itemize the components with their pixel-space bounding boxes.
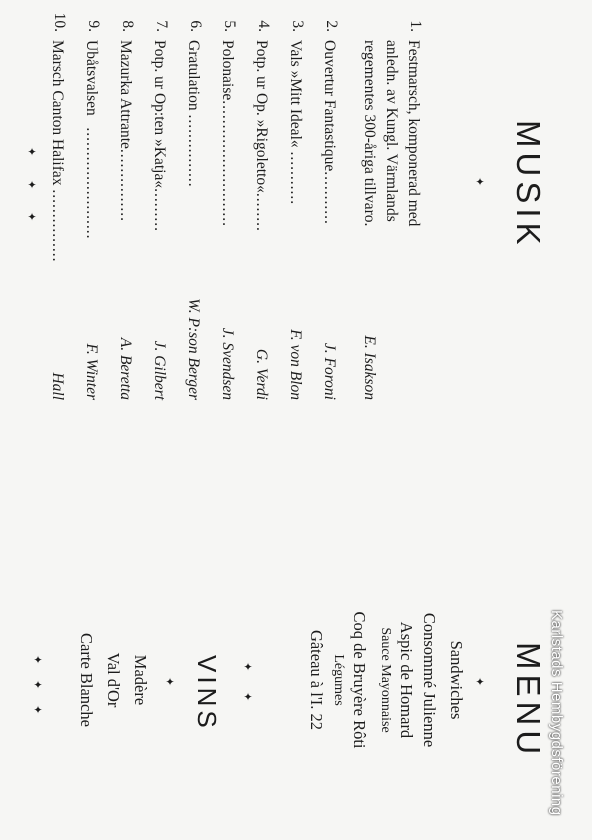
entry-title: Mazurka Attrante (117, 40, 134, 149)
entry-number: 7. (153, 20, 170, 32)
credit-watermark (547, 610, 565, 840)
leader-dots: ....................... (83, 127, 100, 240)
leader-dots: ........... (287, 151, 304, 206)
entry-composer: F. von Blon (287, 329, 304, 400)
entry-number: 9. (85, 20, 102, 32)
wine-item: Val d'Or (104, 652, 123, 708)
program-entry (80, 10, 102, 400)
entry-number: 4. (255, 20, 272, 32)
entry-number: 1. (407, 20, 424, 32)
star-icon: ✦ (25, 212, 37, 222)
menu-item: Légumes (331, 654, 346, 706)
program-entry (250, 10, 272, 400)
menu-item: Sandwiches (447, 640, 466, 720)
menu-item: Sauce Mayonnaise (378, 627, 393, 733)
star-icon: ✦ (25, 180, 37, 190)
entry-title: regementes 300-åriga tillvaro. (361, 40, 378, 227)
star-icon: ✦ (31, 655, 43, 665)
entry-composer: J. Svendsen (219, 327, 236, 400)
entry-composer: Hall (49, 372, 66, 400)
star-icon: ✦ (31, 705, 43, 715)
star-icon: ✦ (241, 692, 253, 702)
wine-item: Carte Blanche (77, 633, 96, 727)
program-entry (284, 10, 306, 400)
leader-dots: ........ (253, 192, 270, 232)
entry-title: Vals »Mitt Ideal« (287, 40, 304, 148)
leader-dots: ............... (49, 189, 66, 263)
entry-title: Marsch Canton Halifax (49, 40, 66, 186)
program-entry (148, 10, 170, 400)
entry-composer: J. Gilbert (151, 340, 168, 400)
leader-dots: ............... (185, 114, 202, 188)
leader-dots: ............... (117, 148, 134, 223)
entry-number: 6. (187, 20, 204, 32)
entry-title: Ouvertur Fantastique (321, 40, 338, 172)
entry-composer: E. Isakson (361, 335, 378, 400)
entry-number: 10. (51, 12, 68, 32)
entry-title: anledn. av Kungl. Värmlands (383, 40, 400, 222)
vins-list (75, 560, 152, 800)
vins-heading: VINS (192, 655, 222, 732)
menu-item: Aspic de Homard (397, 621, 416, 739)
star-icon: ✦ (241, 662, 253, 672)
entry-title: Potp. ur Op. »Rigoletto« (253, 40, 270, 193)
menu-item: Coq de Bruyère Rôti (350, 611, 369, 749)
program-entry (182, 10, 204, 400)
program-entry (46, 10, 68, 400)
wine-item: Madère (131, 654, 150, 706)
menu-panel (0, 560, 592, 800)
entry-composer: W. P:son Berger (185, 298, 202, 400)
menu-list (305, 560, 468, 800)
star-icon: ✦ (473, 677, 485, 687)
leader-dots: ........... (321, 171, 338, 225)
star-icon: ✦ (163, 677, 175, 687)
program-entry (216, 10, 238, 400)
entry-number: 5. (221, 20, 238, 32)
entry-number: 8. (119, 20, 136, 32)
star-icon: ✦ (31, 680, 43, 690)
entry-title: Potp. ur Op:ten »Katja« (151, 40, 168, 189)
program-entry (114, 10, 136, 400)
entry-number: 3. (289, 20, 306, 32)
entry-title: Polonaise (219, 40, 236, 101)
program-entry (318, 10, 340, 400)
program-entry (356, 10, 424, 400)
leader-dots: .......................... (219, 100, 236, 228)
leader-dots: ......... (151, 188, 168, 232)
credit-text: Karlstads Hembygdsförening (548, 610, 565, 816)
musik-heading: MUSIK (510, 120, 547, 250)
entry-composer: F. Winter (83, 343, 100, 400)
entry-number: 2. (323, 20, 340, 32)
entry-composer: J. Foroni (321, 342, 338, 400)
menu-heading: MENU (510, 642, 547, 760)
entry-title: Ubåtsvalsen (83, 40, 100, 116)
menu-item: Consommé Julienne (420, 612, 439, 748)
entry-composer: A. Beretta (117, 337, 134, 400)
star-icon: ✦ (25, 147, 37, 157)
entry-composer: G. Verdi (253, 348, 270, 400)
menu-item: Gâteau à l'I. 22 (307, 629, 326, 731)
star-icon: ✦ (473, 177, 485, 187)
entry-title: Gratulation (185, 40, 202, 111)
entry-title: Festmarsch, komponerad med (405, 40, 422, 227)
